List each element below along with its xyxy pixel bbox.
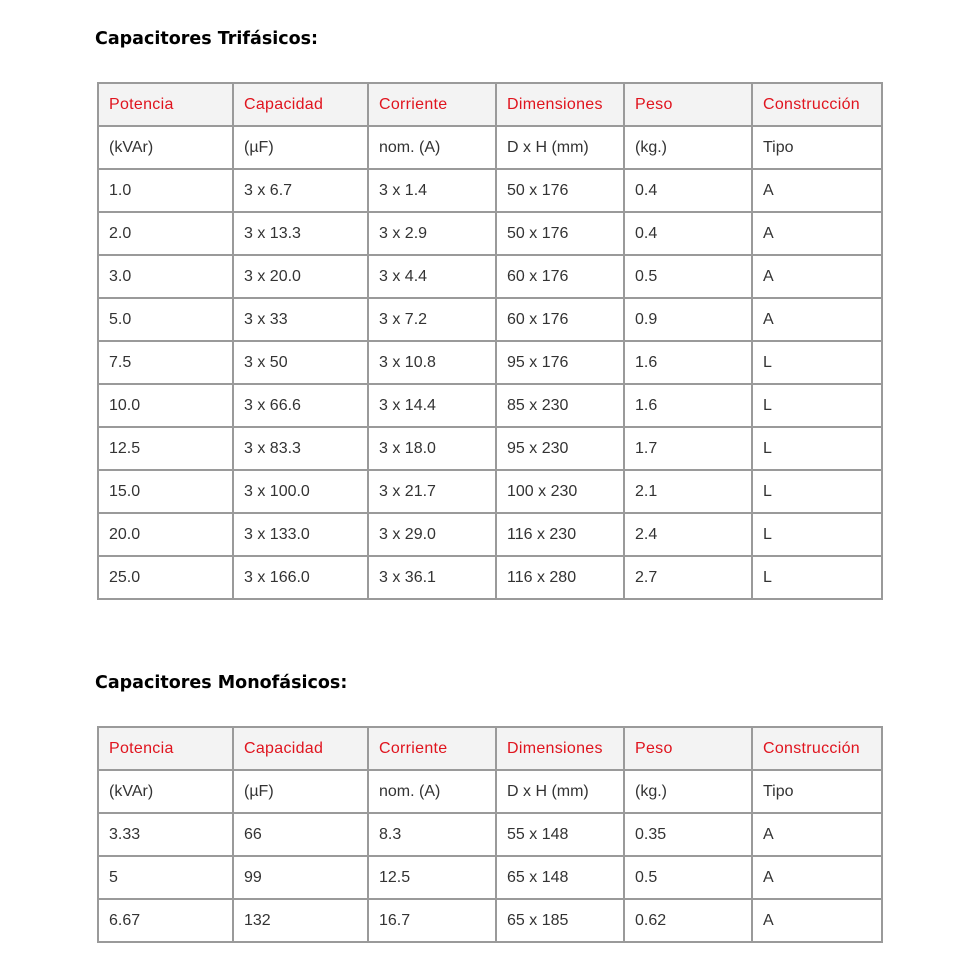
unit-cell: Tipo bbox=[752, 770, 882, 813]
unit-cell: (µF) bbox=[233, 126, 368, 169]
table-cell: 2.1 bbox=[624, 470, 752, 513]
table-cell: 50 x 176 bbox=[496, 212, 624, 255]
table-cell: 2.0 bbox=[98, 212, 233, 255]
table-row bbox=[98, 899, 882, 942]
table-row bbox=[98, 556, 882, 599]
table-row bbox=[98, 341, 882, 384]
table-row bbox=[98, 813, 882, 856]
table-cell: 116 x 230 bbox=[496, 513, 624, 556]
table-cell: 15.0 bbox=[98, 470, 233, 513]
table-cell: 85 x 230 bbox=[496, 384, 624, 427]
table-cell: 0.5 bbox=[624, 255, 752, 298]
table-row bbox=[98, 427, 882, 470]
table-cell: L bbox=[752, 513, 882, 556]
table-cell: 3 x 133.0 bbox=[233, 513, 368, 556]
table-cell: 20.0 bbox=[98, 513, 233, 556]
table-cell: 2.4 bbox=[624, 513, 752, 556]
table-cell: 3 x 36.1 bbox=[368, 556, 496, 599]
table-cell: A bbox=[752, 255, 882, 298]
table-cell: 10.0 bbox=[98, 384, 233, 427]
table-cell: A bbox=[752, 813, 882, 856]
header-corriente: Corriente bbox=[368, 727, 496, 770]
header-dimensiones: Dimensiones bbox=[496, 83, 624, 126]
unit-cell: (kg.) bbox=[624, 126, 752, 169]
table-row bbox=[98, 513, 882, 556]
table-cell: 12.5 bbox=[368, 856, 496, 899]
table-cell: 95 x 176 bbox=[496, 341, 624, 384]
table-cell: 7.5 bbox=[98, 341, 233, 384]
table-cell: 3 x 7.2 bbox=[368, 298, 496, 341]
table-cell: 1.6 bbox=[624, 384, 752, 427]
table-row bbox=[98, 169, 882, 212]
table-cell: 12.5 bbox=[98, 427, 233, 470]
table-cell: 3 x 66.6 bbox=[233, 384, 368, 427]
table-cell: L bbox=[752, 427, 882, 470]
unit-cell: (kg.) bbox=[624, 770, 752, 813]
table-cell: 3 x 10.8 bbox=[368, 341, 496, 384]
table-cell: L bbox=[752, 470, 882, 513]
table-cell: 0.4 bbox=[624, 169, 752, 212]
table-cell: 0.35 bbox=[624, 813, 752, 856]
header-potencia: Potencia bbox=[98, 727, 233, 770]
table-cell: 0.4 bbox=[624, 212, 752, 255]
table-row bbox=[98, 298, 882, 341]
units-row bbox=[98, 770, 882, 813]
table-cell: 3 x 33 bbox=[233, 298, 368, 341]
unit-cell: Tipo bbox=[752, 126, 882, 169]
table-cell: A bbox=[752, 856, 882, 899]
header-construccion: Construcción bbox=[752, 727, 882, 770]
table-cell: 3 x 100.0 bbox=[233, 470, 368, 513]
unit-cell: D x H (mm) bbox=[496, 126, 624, 169]
three-phase-capacitor-table bbox=[97, 82, 883, 600]
table-cell: 95 x 230 bbox=[496, 427, 624, 470]
table-cell: 16.7 bbox=[368, 899, 496, 942]
table-cell: 3 x 20.0 bbox=[233, 255, 368, 298]
header-peso: Peso bbox=[624, 83, 752, 126]
table-cell: 3 x 21.7 bbox=[368, 470, 496, 513]
three-phase-title: Capacitores Trifásicos: bbox=[95, 29, 319, 49]
table-cell: 99 bbox=[233, 856, 368, 899]
header-row bbox=[98, 83, 882, 126]
unit-cell: nom. (A) bbox=[368, 126, 496, 169]
single-phase-title: Capacitores Monofásicos: bbox=[95, 673, 348, 693]
table-cell: 1.6 bbox=[624, 341, 752, 384]
table-cell: L bbox=[752, 384, 882, 427]
header-dimensiones: Dimensiones bbox=[496, 727, 624, 770]
table-cell: 3 x 4.4 bbox=[368, 255, 496, 298]
header-corriente: Corriente bbox=[368, 83, 496, 126]
header-row bbox=[98, 727, 882, 770]
table-cell: 65 x 185 bbox=[496, 899, 624, 942]
table-cell: 116 x 280 bbox=[496, 556, 624, 599]
table-cell: 0.5 bbox=[624, 856, 752, 899]
table-row bbox=[98, 212, 882, 255]
table-cell: 50 x 176 bbox=[496, 169, 624, 212]
table-cell: 3 x 2.9 bbox=[368, 212, 496, 255]
table-cell: L bbox=[752, 341, 882, 384]
header-construccion: Construcción bbox=[752, 83, 882, 126]
table-cell: 3.33 bbox=[98, 813, 233, 856]
header-peso: Peso bbox=[624, 727, 752, 770]
table-cell: 55 x 148 bbox=[496, 813, 624, 856]
table-cell: 3 x 18.0 bbox=[368, 427, 496, 470]
table-cell: 25.0 bbox=[98, 556, 233, 599]
table-row bbox=[98, 856, 882, 899]
unit-cell: D x H (mm) bbox=[496, 770, 624, 813]
units-row bbox=[98, 126, 882, 169]
table-cell: 3 x 83.3 bbox=[233, 427, 368, 470]
table-cell: A bbox=[752, 212, 882, 255]
table-cell: 5 bbox=[98, 856, 233, 899]
unit-cell: (kVAr) bbox=[98, 126, 233, 169]
table-cell: A bbox=[752, 298, 882, 341]
table-cell: 6.67 bbox=[98, 899, 233, 942]
table-cell: 2.7 bbox=[624, 556, 752, 599]
header-capacidad: Capacidad bbox=[233, 727, 368, 770]
table-cell: 66 bbox=[233, 813, 368, 856]
unit-cell: nom. (A) bbox=[368, 770, 496, 813]
table-cell: 1.7 bbox=[624, 427, 752, 470]
table-cell: 100 x 230 bbox=[496, 470, 624, 513]
table-cell: 3 x 50 bbox=[233, 341, 368, 384]
table-cell: 3 x 14.4 bbox=[368, 384, 496, 427]
table-cell: 3 x 166.0 bbox=[233, 556, 368, 599]
table-cell: 0.62 bbox=[624, 899, 752, 942]
table-cell: 65 x 148 bbox=[496, 856, 624, 899]
header-capacidad: Capacidad bbox=[233, 83, 368, 126]
table-cell: 132 bbox=[233, 899, 368, 942]
table-cell: A bbox=[752, 169, 882, 212]
table-cell: 3 x 1.4 bbox=[368, 169, 496, 212]
table-cell: 3 x 29.0 bbox=[368, 513, 496, 556]
table-row bbox=[98, 470, 882, 513]
table-cell: 0.9 bbox=[624, 298, 752, 341]
table-cell: 3 x 13.3 bbox=[233, 212, 368, 255]
table-cell: 1.0 bbox=[98, 169, 233, 212]
table-row bbox=[98, 384, 882, 427]
header-potencia: Potencia bbox=[98, 83, 233, 126]
table-cell: 8.3 bbox=[368, 813, 496, 856]
table-row bbox=[98, 255, 882, 298]
table-cell: 60 x 176 bbox=[496, 255, 624, 298]
unit-cell: (kVAr) bbox=[98, 770, 233, 813]
table-cell: 3 x 6.7 bbox=[233, 169, 368, 212]
unit-cell: (µF) bbox=[233, 770, 368, 813]
table-cell: L bbox=[752, 556, 882, 599]
table-cell: A bbox=[752, 899, 882, 942]
table-cell: 5.0 bbox=[98, 298, 233, 341]
table-cell: 60 x 176 bbox=[496, 298, 624, 341]
table-cell: 3.0 bbox=[98, 255, 233, 298]
single-phase-capacitor-table bbox=[97, 726, 883, 943]
